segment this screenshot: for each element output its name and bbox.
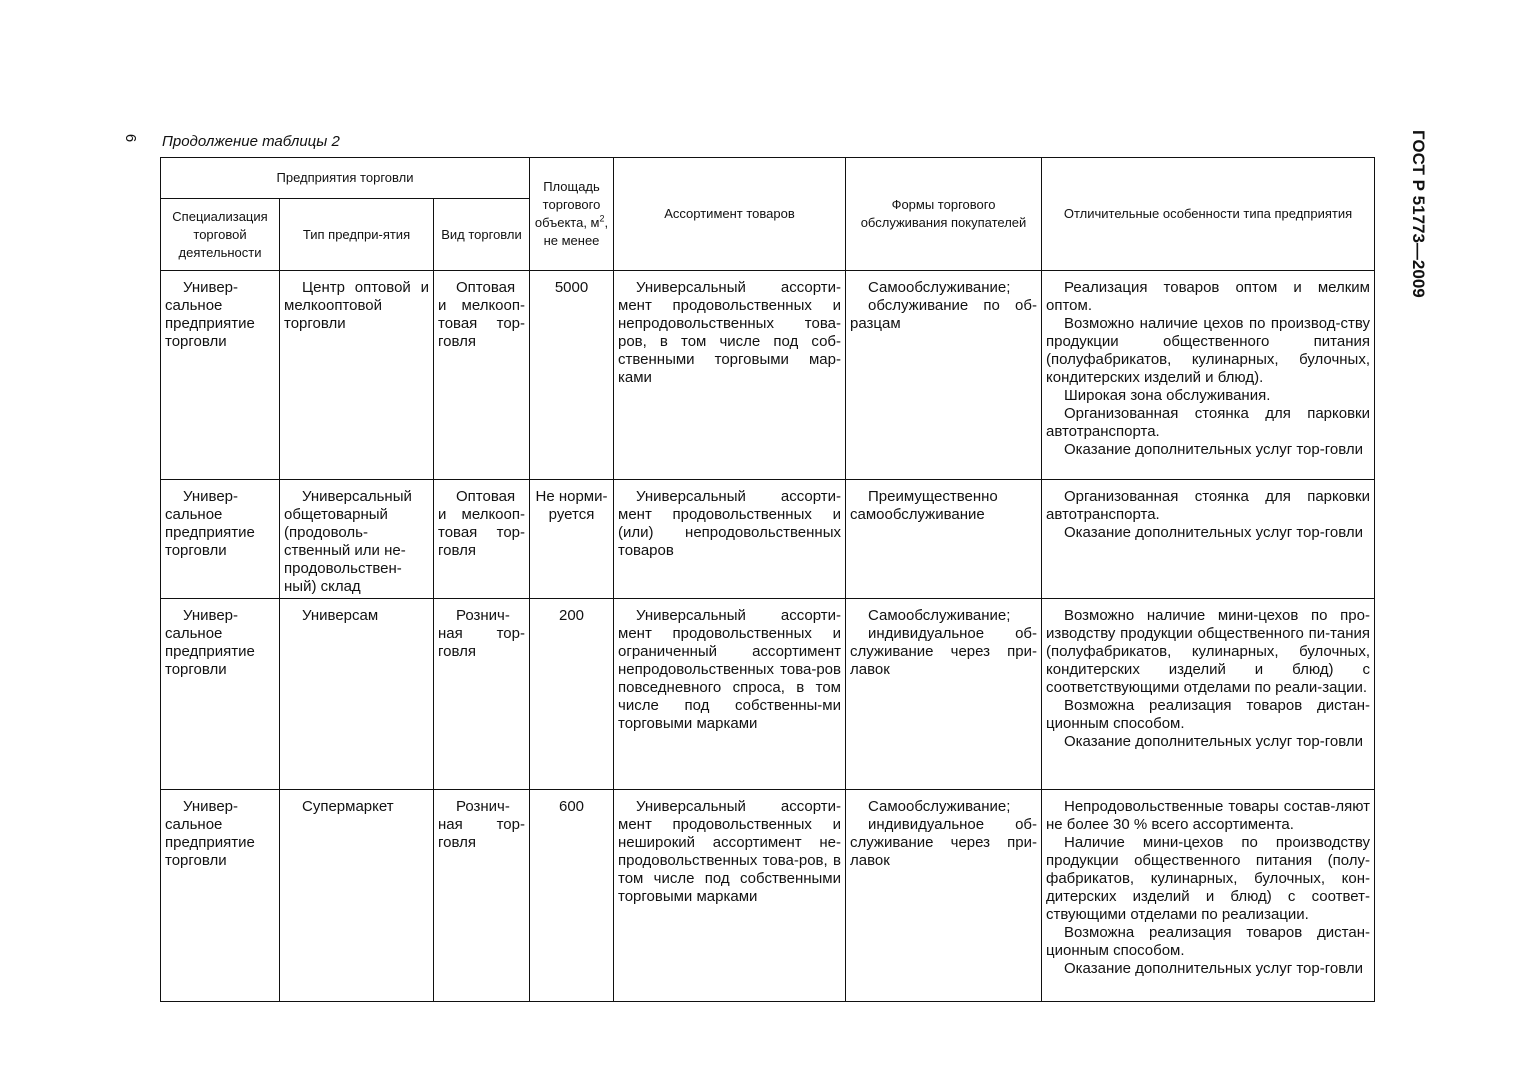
table-row (161, 790, 1375, 1002)
cell-assortment: Универсальный ассорти-мент продовольственных и ограниченный ассортимент непродовольственных това-ров повседневного спроса, в том числе под собственны-ми торговыми марками (614, 599, 846, 790)
feature-paragraph: Возможно наличие мини-цехов по про-изводству продукции общественного пи-тания (полуфабрикатов, кулинарных, булочных, кондитерских изделий и блюд) с соответствующими отделами по реали-зации. (1046, 607, 1370, 696)
header-specialization: Специализация торговой деятельности (161, 199, 280, 271)
cell-enterprise-type: Супермаркет (280, 790, 434, 1002)
feature-paragraph: Организованная стоянка для парковки автотранспорта. (1046, 405, 1370, 440)
enterprise-types-table (160, 157, 1375, 1002)
feature-paragraph: Реализация товаров оптом и мелким оптом. (1046, 279, 1370, 314)
cell-assortment: Универсальный ассорти-мент продовольственных и (или) непродовольственных товаров (614, 480, 846, 599)
cell-area: Не норми-руется (530, 480, 614, 599)
cell-enterprise-type: Универсам (280, 599, 434, 790)
header-area-text: Площадь торгового объекта, м (534, 179, 601, 230)
table-header (161, 158, 1375, 271)
cell-specialization: Универ-сальное предприятие торговли (161, 599, 280, 790)
cell-specialization: Универ-сальное предприятие торговли (161, 480, 280, 599)
table-row (161, 480, 1375, 599)
cell-service-forms (846, 599, 1042, 790)
feature-paragraph: Оказание дополнительных услуг тор-говли (1064, 441, 1363, 458)
cell-service-forms (846, 271, 1042, 480)
cell-area: 200 (530, 599, 614, 790)
header-area (530, 158, 614, 271)
cell-trade-kind: Рознич-ная тор-говля (434, 790, 530, 1002)
header-enterprise-type: Тип предпри-ятия (280, 199, 434, 271)
cell-trade-kind: Оптовая и мелкооп-товая тор-говля (434, 480, 530, 599)
feature-paragraph: Возможна реализация товаров дистан-ционным способом. (1046, 697, 1370, 732)
service-form-line: обслуживание по об-разцам (850, 297, 1037, 332)
cell-features (1042, 271, 1375, 480)
cell-area: 5000 (530, 271, 614, 480)
header-area-sup: 2 (599, 213, 605, 224)
document-code: ГОСТ Р 51773—2009 (1409, 130, 1428, 298)
cell-assortment: Универсальный ассорти-мент продовольственных и непродовольственных това-ров, в том числе под соб-ственными торговыми мар-ками (614, 271, 846, 480)
header-assortment: Ассортимент товаров (614, 158, 846, 271)
header-area-text-post: , не менее (543, 215, 609, 248)
cell-enterprise-type: Центр оптовой и мелкооптовой торговли (280, 271, 434, 480)
cell-area: 600 (530, 790, 614, 1002)
feature-paragraph: Оказание дополнительных услуг тор-говли (1064, 524, 1363, 541)
feature-paragraph: Возможна реализация товаров дистан-ционным способом. (1046, 924, 1370, 959)
table-body (161, 271, 1375, 1002)
cell-assortment: Универсальный ассорти-мент продовольственных и неширокий ассортимент не-продовольственных това-ров, в том числе под собственными торговыми марками (614, 790, 846, 1002)
cell-specialization: Универ-сальное предприятие торговли (161, 790, 280, 1002)
feature-paragraph: Оказание дополнительных услуг тор-говли (1064, 733, 1363, 750)
cell-service-forms (846, 790, 1042, 1002)
feature-paragraph: Возможно наличие цехов по производ-ству продукции общественного питания (полуфабрикатов, кулинарных, булочных, кондитерских изделий и блюд). (1046, 315, 1370, 386)
page-number: 6 (122, 133, 139, 143)
table-caption: Продолжение таблицы 2 (162, 133, 340, 150)
service-form-line: индивидуальное об-служивание через при-лавок (850, 625, 1037, 678)
table-row (161, 271, 1375, 480)
feature-paragraph: Оказание дополнительных услуг тор-говли (1064, 960, 1363, 977)
header-trade-kind: Вид торговли (434, 199, 530, 271)
service-form-line: индивидуальное об-служивание через при-лавок (850, 816, 1037, 869)
header-group-enterprises: Предприятия торговли (161, 158, 530, 199)
cell-features (1042, 480, 1375, 599)
cell-enterprise-type: Универсальный общетоварный (продоволь-ственный или не-продовольствен-ный) склад (280, 480, 434, 599)
cell-trade-kind: Оптовая и мелкооп-товая тор-говля (434, 271, 530, 480)
cell-service-forms (846, 480, 1042, 599)
service-form-line: Самообслуживание; (868, 279, 1011, 296)
table-row (161, 599, 1375, 790)
cell-features (1042, 790, 1375, 1002)
feature-paragraph: Непродовольственные товары состав-ляют не более 30 % всего ассортимента. (1046, 798, 1370, 833)
feature-paragraph: Широкая зона обслуживания. (1064, 387, 1271, 404)
header-service-forms: Формы торгового обслуживания покупателей (846, 158, 1042, 271)
feature-paragraph: Организованная стоянка для парковки автотранспорта. (1046, 488, 1370, 523)
service-form-line: Самообслуживание; (868, 798, 1011, 815)
cell-specialization: Универ-сальное предприятие торговли (161, 271, 280, 480)
feature-paragraph: Наличие мини-цехов по производству продукции общественного питания (полу-фабрикатов, кулинарных, булочных, кон-дитерских изделий и блюд) с соответ-ствующими отделами по реализации. (1046, 834, 1370, 923)
service-form-line: Самообслуживание; (868, 607, 1011, 624)
cell-features (1042, 599, 1375, 790)
cell-trade-kind: Рознич-ная тор-говля (434, 599, 530, 790)
header-features: Отличительные особенности типа предприятия (1042, 158, 1375, 271)
service-form-line: Преимущественно самообслуживание (850, 488, 998, 523)
